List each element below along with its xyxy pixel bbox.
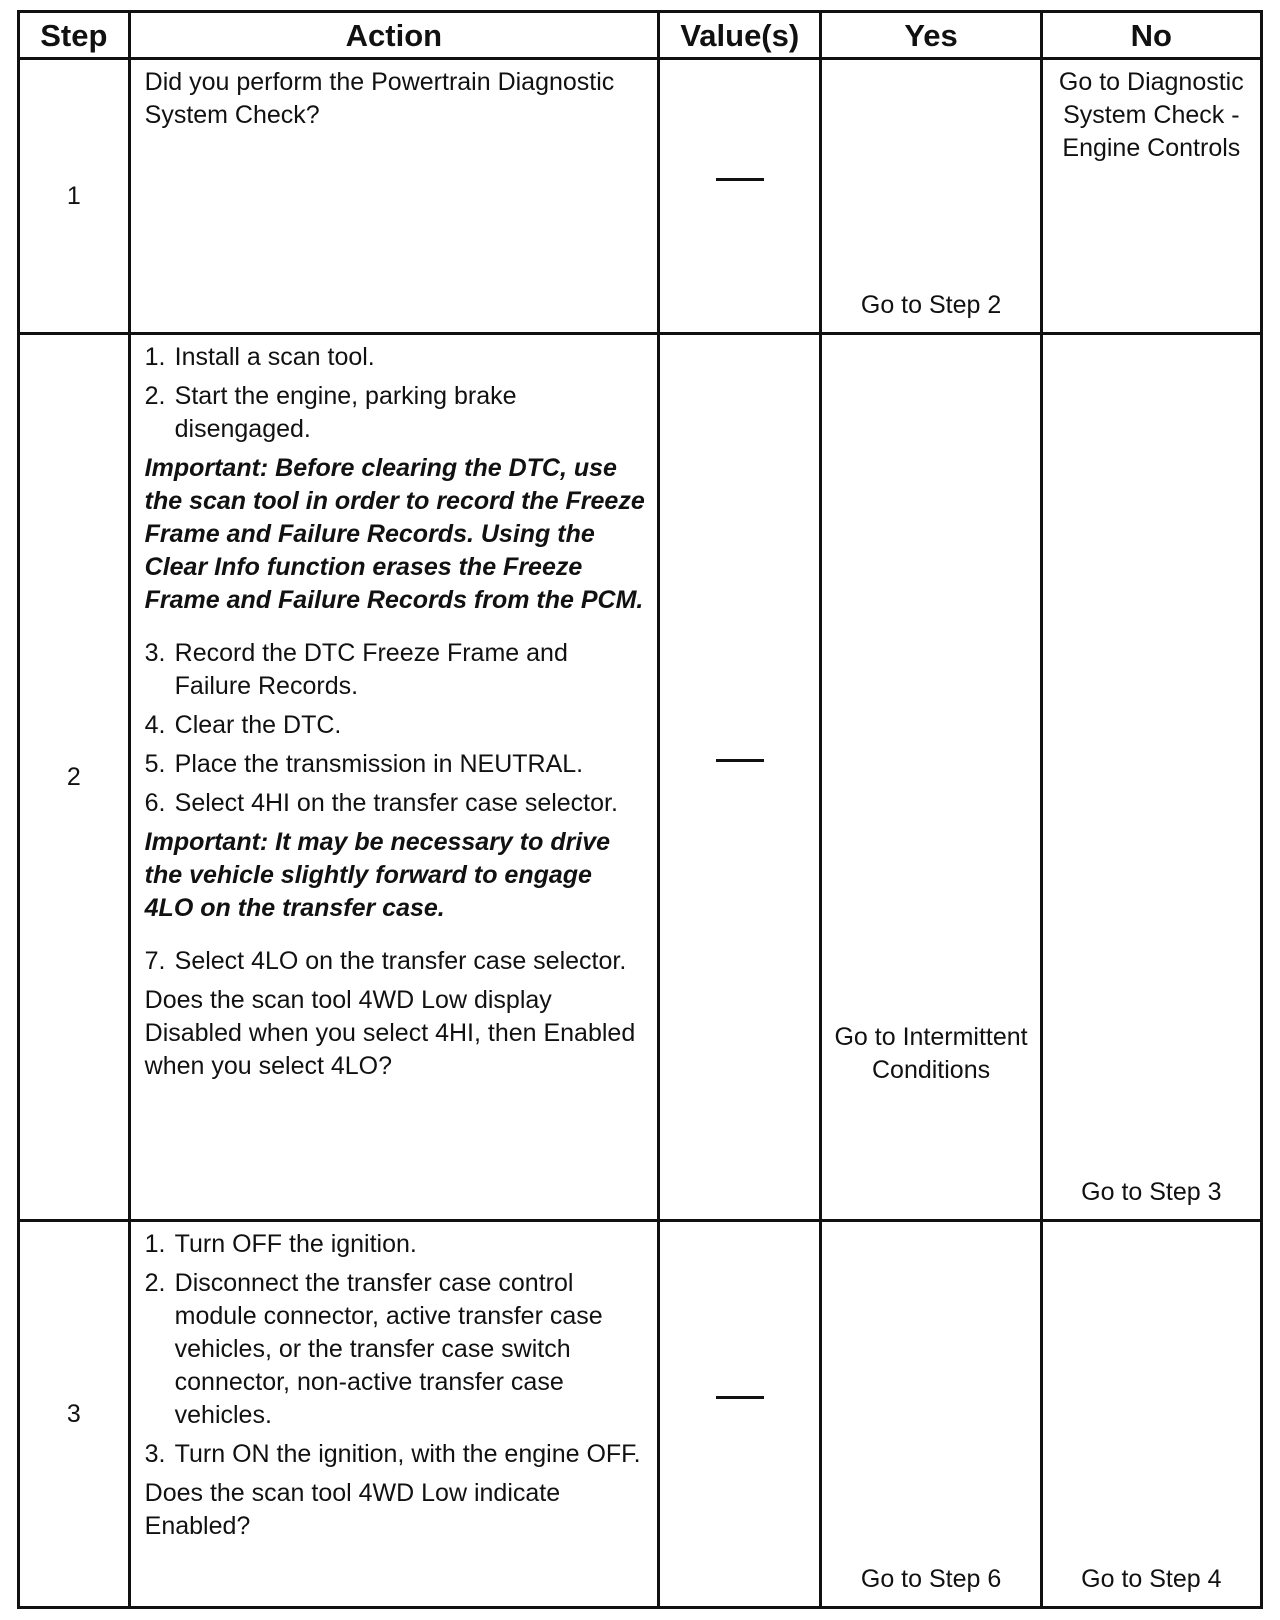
yes-cell: Go to Step 2 [821,59,1041,334]
value-cell [659,1221,821,1608]
action-cell [129,1221,658,1608]
action-step: 1. Turn OFF the ignition. [144,1230,417,1258]
action-steps-b [145,637,647,820]
action-question: Does the scan tool 4WD Low display Disabled when you select 4HI, then Enabled when you select 4LO? [144,986,636,1080]
action-step: 1. Install a scan tool. [144,343,375,371]
action-steps-c [145,945,647,978]
header-values: Value(s) [659,12,821,59]
step-number: 2 [19,334,130,1221]
action-step: 3. Turn ON the ignition, with the engine OFF. [144,1440,641,1468]
action-question: Did you perform the Powertrain Diagnostic System Check? [144,68,615,129]
no-cell: Go to Step 4 [1041,1221,1261,1608]
action-step: 4. Clear the DTC. [144,711,342,739]
yes-cell: Go to Step 6 [821,1221,1041,1608]
action-step: 7. Select 4LO on the transfer case selector. [144,947,627,975]
action-cell [129,59,658,334]
no-cell: Go to Step 3 [1041,334,1261,1221]
action-steps [145,1228,647,1471]
yes-text: Go to Intermittent Conditions [834,1023,1028,1084]
step-number: 3 [19,1221,130,1608]
value-cell [659,334,821,1221]
action-step: 2. Start the engine, parking brake disengaged. [144,382,517,443]
action-steps-a [145,341,647,446]
no-cell: Go to Diagnostic System Check - Engine Controls [1041,59,1261,334]
table-row [19,1221,1262,1608]
header-row [19,12,1262,59]
value-dash [716,178,764,214]
action-step: 3. Record the DTC Freeze Frame and Failure Records. [144,639,568,700]
header-action: Action [129,12,658,59]
value-cell [659,59,821,334]
header-no: No [1041,12,1261,59]
step-number: 1 [19,59,130,334]
table-row [19,334,1262,1221]
action-question: Does the scan tool 4WD Low indicate Enabled? [144,1479,561,1540]
action-step: 2. Disconnect the transfer case control module connector, active transfer case vehicles, or the transfer case switch connector, non-active transfer case vehicles. [144,1269,603,1429]
value-dash [716,1396,764,1432]
action-cell [129,334,658,1221]
table-row [19,59,1262,334]
diagnostic-table [17,10,1263,1609]
important-note: Important: Before clearing the DTC, use the scan tool in order to record the Freeze Frame and Failure Records. Using the Clear Info function erases the Freeze Frame and Failure Records from the PCM. [144,454,645,614]
header-step: Step [19,12,130,59]
action-step: 6. Select 4HI on the transfer case selector. [144,789,618,817]
action-step: 5. Place the transmission in NEUTRAL. [144,750,584,778]
header-yes: Yes [821,12,1041,59]
important-note: Important: It may be necessary to drive the vehicle slightly forward to engage 4LO on the transfer case. [144,828,611,922]
value-dash [716,759,764,795]
yes-cell [821,334,1041,1221]
